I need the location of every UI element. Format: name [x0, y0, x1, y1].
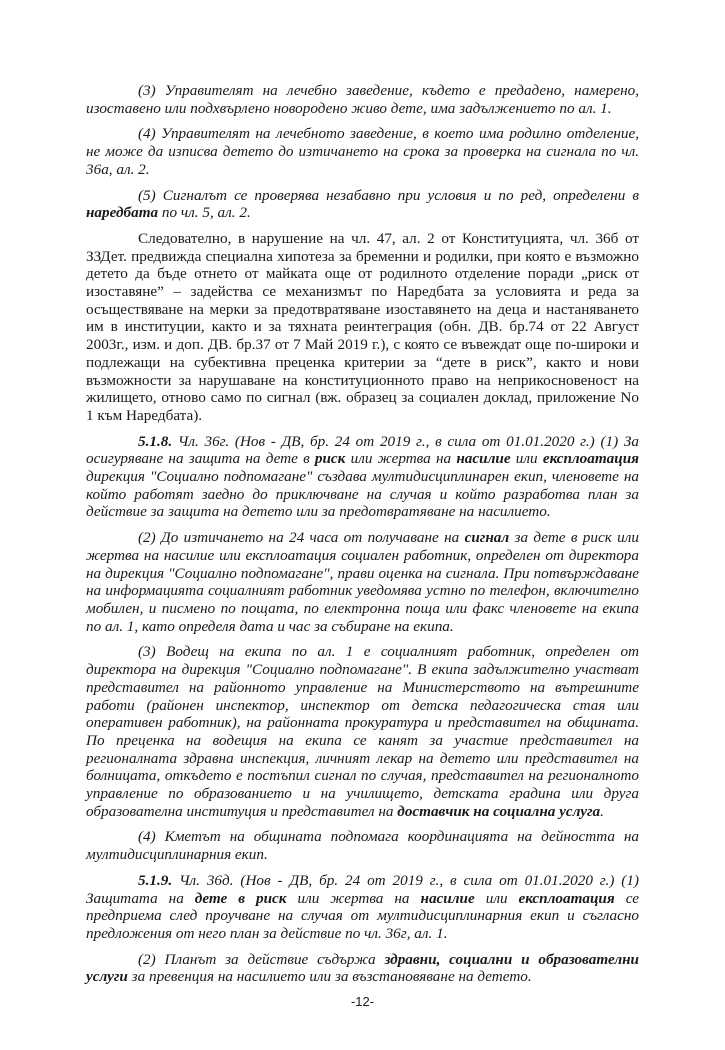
paragraph-section-5-1-8-para2 [86, 529, 639, 635]
text-run: Чл. 36г. (Нов - ДВ, бр. 24 от 2019 г., в сила от 01.01.2020 г.) (1) За осигуряване на защита на дете в [86, 432, 639, 468]
bold-term-signal: сигнал [464, 529, 510, 547]
bold-term-risk: риск [314, 450, 346, 468]
paragraph-commentary [86, 230, 639, 425]
text-run: (2) До изтичането на 24 часа от получаване на [138, 529, 465, 547]
text-run: или [474, 889, 519, 907]
text-run: или жертва на [345, 450, 457, 468]
text-run: (5) Сигналът се проверява незабавно при условия и по ред, определени в [138, 186, 639, 204]
bold-term-services: здравни, социални и образователни услуги [86, 950, 639, 986]
bold-term-eksploatatsiya: експлоатация [542, 450, 639, 468]
section-number-5-1-8: 5.1.8. [138, 432, 173, 450]
paragraph-section-5-1-8-para1 [86, 433, 639, 522]
paragraph-section-5-1-8-para3 [86, 643, 639, 820]
text-run: (4) Кметът на общината подпомага координацията на дейността на мултидисциплинарния екип. [86, 828, 639, 864]
text-run: Следователно, в нарушение на чл. 47, ал. 2 от Конституцията, чл. 36б от ЗЗДет. предвижда специална хипотеза за бременни и родилки, при която е възможно детето да бъде отнето от майката още от родилното отделение поради „риск от изоставяне” – задейства се механизмът по Наредбата за условията и реда за осъществяване на мерки за предотвратяване изоставянето на деца и настаняването им в институции, както и за тяхната реинтеграция (обн. ДВ. бр.74 от 22 Август 2003г., изм. и доп. ДВ. бр.37 от 7 Май 2019 г.), с която се въвеждат още по-широки и подлежащи на субективна преценка критерии за “дете в риск”, както и нови възможности за нарушаване на конституционното право на неприкосновеност на жилището, отново само по сигнал (вж. образец за социален доклад, приложение No 1 към Наредбата). [86, 229, 639, 424]
text-run: за дете в риск или жертва на насилие или експлоатация социален работник, определен от директора на дирекция "Социално подпомагане", прави оценка на сигнала. При потвърждаване на информацията социалният работник уведомява устно по телефон, включително мобилен, и писмено по пощата, по електронна поща или факс членовете на екипа по ал. 1, като определя дата и час за събиране на екипа. [86, 529, 639, 635]
bold-term-child-at-risk: дете в риск [194, 889, 287, 907]
bold-term-naredbata: наредбата [86, 204, 159, 222]
text-run: . [600, 802, 604, 820]
text-run: или [510, 450, 543, 468]
paragraph-section-5-1-9-para2 [86, 951, 639, 986]
text-run: за превенция на насилието или за възстановяване на детето. [127, 968, 532, 986]
bold-term-eksploatatsiya: експлоатация [518, 889, 615, 907]
section-number-5-1-9: 5.1.9. [138, 871, 173, 889]
page-number: -12- [350, 994, 375, 1010]
paragraph-section-5-1-8-para4 [86, 828, 639, 863]
text-run: по чл. 5, ал. 2. [158, 204, 251, 222]
bold-term-nasilie: насилие [420, 889, 475, 907]
paragraph-section-5-1-9-para1 [86, 872, 639, 943]
text-run: (3) Управителят на лечебно заведение, където е предадено, намерено, изоставено или подхвърлено новородено живо дете, има задължението по ал. 1. [86, 82, 639, 117]
paragraph-art36v-para5 [86, 187, 639, 222]
bold-term-social-service-provider: доставчик на социална услуга [397, 802, 601, 820]
paragraph-art36v-para3 [86, 82, 639, 117]
text-run: дирекция "Социално подпомагане" създава мултидисциплинарен екип, членовете на който работят заедно до приключване на случая и който разработва план за действие за защита на детето или за предотвратяване на насилието. [86, 468, 639, 521]
text-run: (4) Управителят на лечебното заведение, в което има родилно отделение, не може да изписва детето до изтичането на срока за проверка на сигнала по чл. 36а, ал. 2. [86, 125, 639, 178]
text-run: Чл. 36д. (Нов - ДВ, бр. 24 от 2019 г., в сила от 01.01.2020 г.) (1) Защитата на [86, 871, 639, 907]
paragraph-art36v-para4 [86, 125, 639, 178]
text-run: се предприема след проучване на случая от мултидисциплинарния екип и съгласно предложения от него план за действие по чл. 36г, ал. 1. [86, 889, 639, 942]
text-run: или жертва на [286, 889, 421, 907]
document-page-body [86, 82, 639, 986]
bold-term-nasilie: насилие [456, 450, 511, 468]
text-run: (3) Водещ на екипа по ал. 1 е социалният работник, определен от директора на дирекция "Социално подпомагане". В екипа задължително участват представител на районното управление на Министерството на вътрешните работи (районен инспектор, инспектор от детска педагогическа стая или оперативен работник), на районната прокуратура и представител на общината. По преценка на водещия на екипа се канят за участие представител на регионалната здравна инспекция, личният лекар на детето или представител на болницата, откъдето е постъпил сигнал по случая, представител на регионалното управление по образованието и на училището, детската градина или друга образователна институция и представител на [86, 643, 639, 820]
text-run: (2) Планът за действие съдържа [138, 950, 385, 968]
